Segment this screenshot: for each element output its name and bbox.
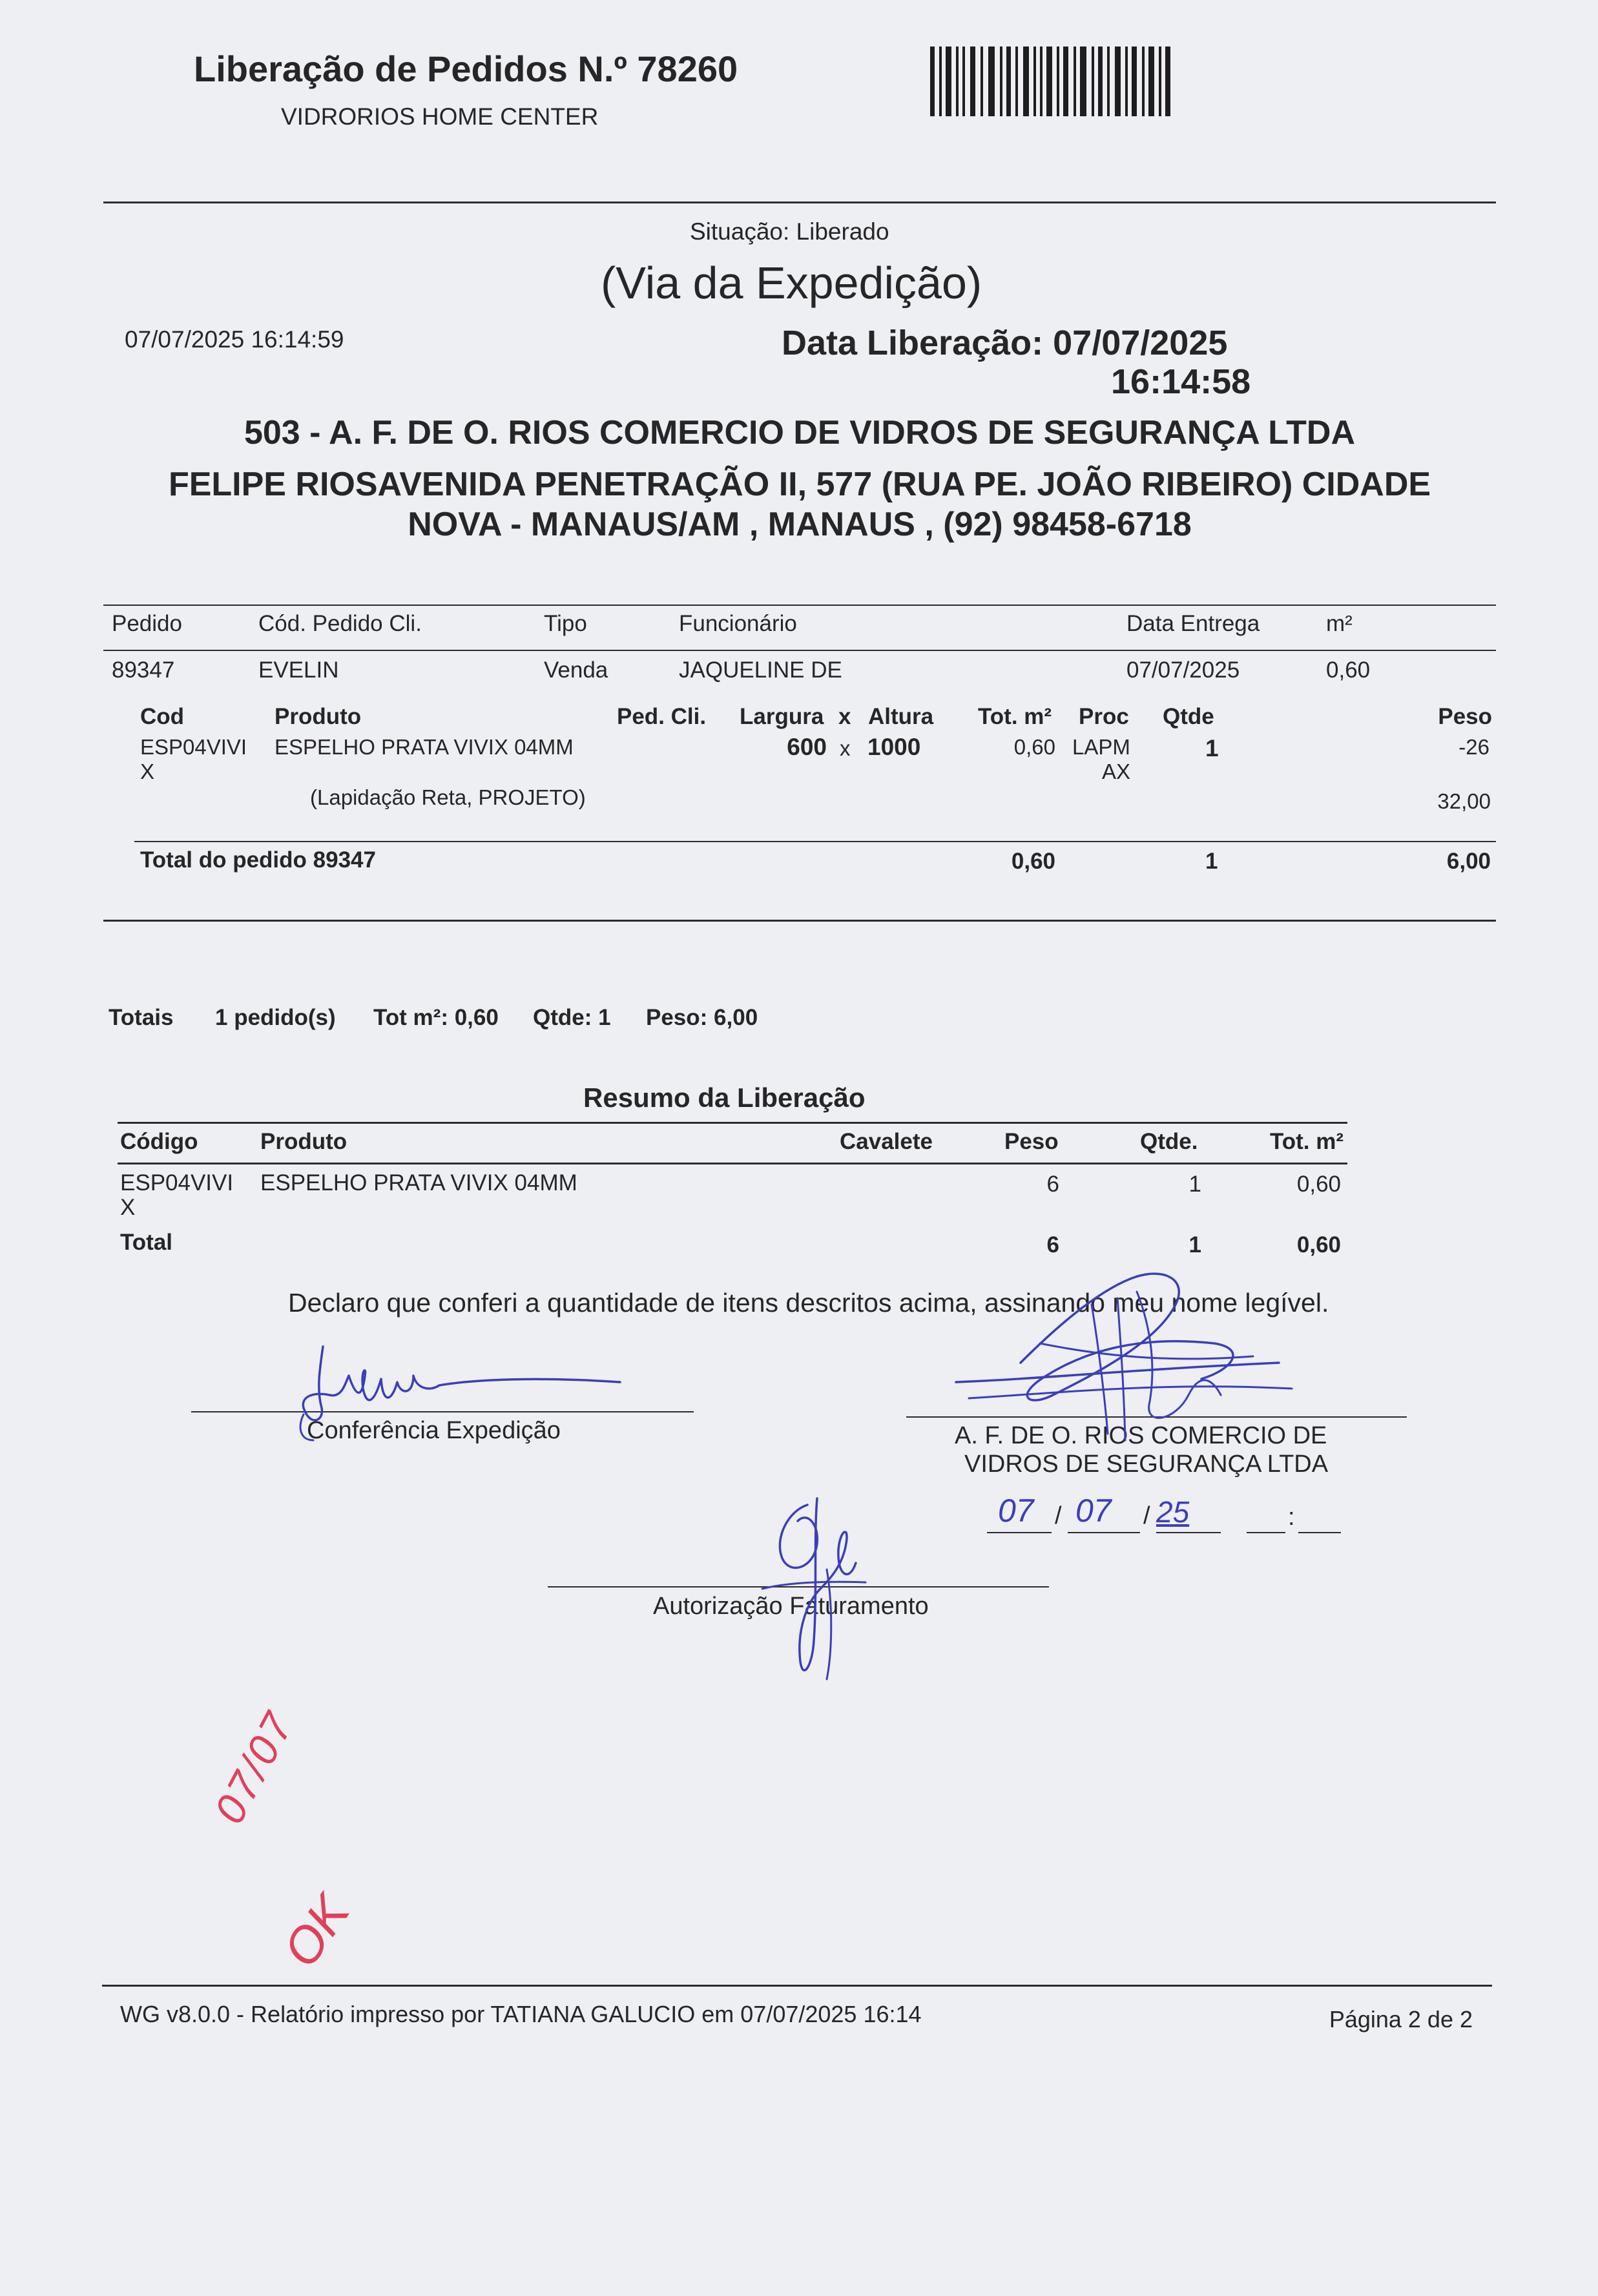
order-total-peso: 6,00	[1446, 849, 1491, 874]
time-hour-blank	[1247, 1532, 1285, 1533]
signature-label-conferencia: Conferência Expedição	[307, 1417, 561, 1444]
item-qtde: 1	[1205, 735, 1219, 761]
totals-qtde: Qtde: 1	[533, 1005, 611, 1030]
signature-autorizacao-ink	[736, 1485, 891, 1692]
client-address-line2: NOVA - MANAUS/AM , MANAUS , (92) 98458-6718	[408, 506, 1192, 543]
item-cod-line1: ESP04VIVI	[140, 735, 247, 759]
header-divider	[103, 202, 1496, 203]
date-year-blank	[1156, 1532, 1221, 1533]
summary-total-qtde: 1	[1188, 1232, 1201, 1257]
summary-top-rule	[118, 1122, 1347, 1124]
signature-label-autorizacao: Autorização Faturamento	[653, 1593, 929, 1620]
summary-title: Resumo da Liberação	[583, 1082, 866, 1113]
client-address-line1: FELIPE RIOSAVENIDA PENETRAÇÃO II, 577 (RUA PE. JOÃO RIBEIRO) CIDADE	[168, 466, 1431, 503]
signature-company-line2: VIDROS DE SEGURANÇA LTDA	[964, 1451, 1329, 1478]
order-table-header-rule	[103, 650, 1496, 651]
data-liberacao: Data Liberação: 07/07/2025	[782, 324, 1228, 362]
item-x: x	[840, 736, 851, 760]
item-total-rule	[134, 841, 1496, 842]
summary-total-label: Total	[120, 1230, 173, 1255]
order-table-top-rule	[103, 605, 1496, 606]
item-header-altura: Altura	[868, 704, 934, 729]
item-largura: 600	[787, 734, 827, 760]
order-m2: 0,60	[1326, 657, 1371, 683]
col-header-cod-pedido-cli: Cód. Pedido Cli.	[258, 611, 422, 636]
footer-page-number: Página 2 de 2	[1329, 2006, 1473, 2032]
totals-peso: Peso: 6,00	[646, 1005, 758, 1030]
order-data-entrega: 07/07/2025	[1126, 657, 1240, 683]
date-month-blank	[1068, 1532, 1140, 1533]
item-produto: ESPELHO PRATA VIVIX 04MM	[275, 735, 574, 759]
item-header-x: x	[838, 704, 851, 729]
order-funcionario: JAQUELINE DE	[679, 657, 842, 683]
col-header-pedido: Pedido	[112, 611, 182, 636]
date-sep-2: /	[1143, 1502, 1150, 1529]
summary-qtde: 1	[1188, 1172, 1201, 1197]
summary-header-codigo: Código	[120, 1129, 198, 1154]
date-day-blank	[987, 1532, 1052, 1533]
item-header-produto: Produto	[275, 704, 362, 729]
item-tot-m2: 0,60	[1013, 735, 1055, 759]
data-liberacao-time: 16:14:58	[1111, 362, 1251, 401]
summary-produto: ESPELHO PRATA VIVIX 04MM	[260, 1170, 577, 1195]
via-label: (Via da Expedição)	[601, 258, 982, 308]
barcode	[930, 47, 1176, 116]
summary-header-qtde: Qtde.	[1140, 1129, 1198, 1154]
col-header-tipo: Tipo	[544, 611, 587, 636]
summary-header-rule	[118, 1163, 1347, 1164]
footer-printed-by: WG v8.0.0 - Relatório impresso por TATIANA GALUCIO em 07/07/2025 16:14	[120, 2001, 922, 2027]
order-table-bottom-rule	[103, 920, 1496, 922]
declaration-text: Declaro que conferi a quantidade de itens descritos acima, assinando meu nome legível.	[288, 1288, 1329, 1318]
item-proc-line1: LAPM	[1072, 735, 1130, 759]
order-pedido: 89347	[112, 657, 175, 683]
company-short-name: VIDRORIOS HOME CENTER	[281, 103, 599, 130]
summary-header-produto: Produto	[260, 1129, 348, 1154]
summary-total-peso: 6	[1046, 1232, 1059, 1257]
item-peso-detail: 32,00	[1437, 789, 1491, 813]
totals-label: Totais	[109, 1005, 174, 1030]
item-peso: -26	[1458, 735, 1489, 759]
order-cod-pedido-cli: EVELIN	[258, 657, 339, 683]
summary-peso: 6	[1046, 1172, 1059, 1197]
date-day-handwritten: 07	[998, 1493, 1034, 1529]
summary-tot-m2: 0,60	[1296, 1172, 1341, 1197]
col-header-m2: m²	[1326, 611, 1353, 636]
client-name: 503 - A. F. DE O. RIOS COMERCIO DE VIDROS DE SEGURANÇA LTDA	[244, 414, 1356, 451]
date-sep-1: /	[1055, 1502, 1062, 1529]
handwritten-note-date: 07/07	[204, 1702, 304, 1832]
item-header-ped-cli: Ped. Cli.	[617, 704, 707, 729]
item-detail: (Lapidação Reta, PROJETO)	[310, 785, 586, 809]
order-total-qtde: 1	[1205, 849, 1218, 874]
item-altura: 1000	[867, 734, 921, 760]
summary-header-peso: Peso	[1004, 1129, 1059, 1154]
signature-company-line1: A. F. DE O. RIOS COMERCIO DE	[955, 1422, 1327, 1449]
footer-divider	[102, 1985, 1492, 1987]
signature-conferencia-ink	[284, 1330, 646, 1453]
summary-header-tot-m2: Tot. m²	[1269, 1129, 1344, 1154]
col-header-funcionario: Funcionário	[679, 611, 797, 636]
date-month-handwritten: 07	[1075, 1493, 1112, 1529]
item-proc-line2: AX	[1102, 760, 1131, 783]
status-situacao: Situação: Liberado	[690, 218, 889, 245]
order-total-label: Total do pedido 89347	[140, 847, 376, 873]
item-cod-line2: X	[140, 760, 155, 783]
date-year-handwritten: 25	[1156, 1495, 1190, 1529]
time-minute-blank	[1298, 1532, 1341, 1533]
print-datetime: 07/07/2025 16:14:59	[125, 326, 344, 353]
item-header-peso: Peso	[1438, 704, 1492, 729]
totals-tot-m2: Tot m²: 0,60	[373, 1005, 499, 1030]
time-sep: :	[1288, 1504, 1295, 1531]
item-header-cod: Cod	[140, 704, 185, 729]
col-header-data-entrega: Data Entrega	[1126, 611, 1260, 636]
item-header-tot-m2: Tot. m²	[978, 704, 1052, 729]
summary-codigo-line1: ESP04VIVI	[120, 1170, 234, 1195]
handwritten-note-ok: OK	[271, 1885, 360, 1978]
summary-header-cavalete: Cavalete	[840, 1129, 933, 1154]
summary-codigo-line2: X	[120, 1195, 136, 1220]
signature-company-ink	[943, 1266, 1305, 1460]
totals-pedidos: 1 pedido(s)	[215, 1005, 336, 1030]
document-title: Liberação de Pedidos N.º 78260	[194, 48, 738, 89]
item-header-proc: Proc	[1079, 704, 1129, 729]
order-tipo: Venda	[544, 657, 608, 683]
order-total-tot-m2: 0,60	[1011, 849, 1055, 874]
summary-total-tot-m2: 0,60	[1296, 1232, 1341, 1257]
item-header-largura: Largura	[740, 704, 824, 729]
item-header-qtde: Qtde	[1163, 704, 1214, 729]
